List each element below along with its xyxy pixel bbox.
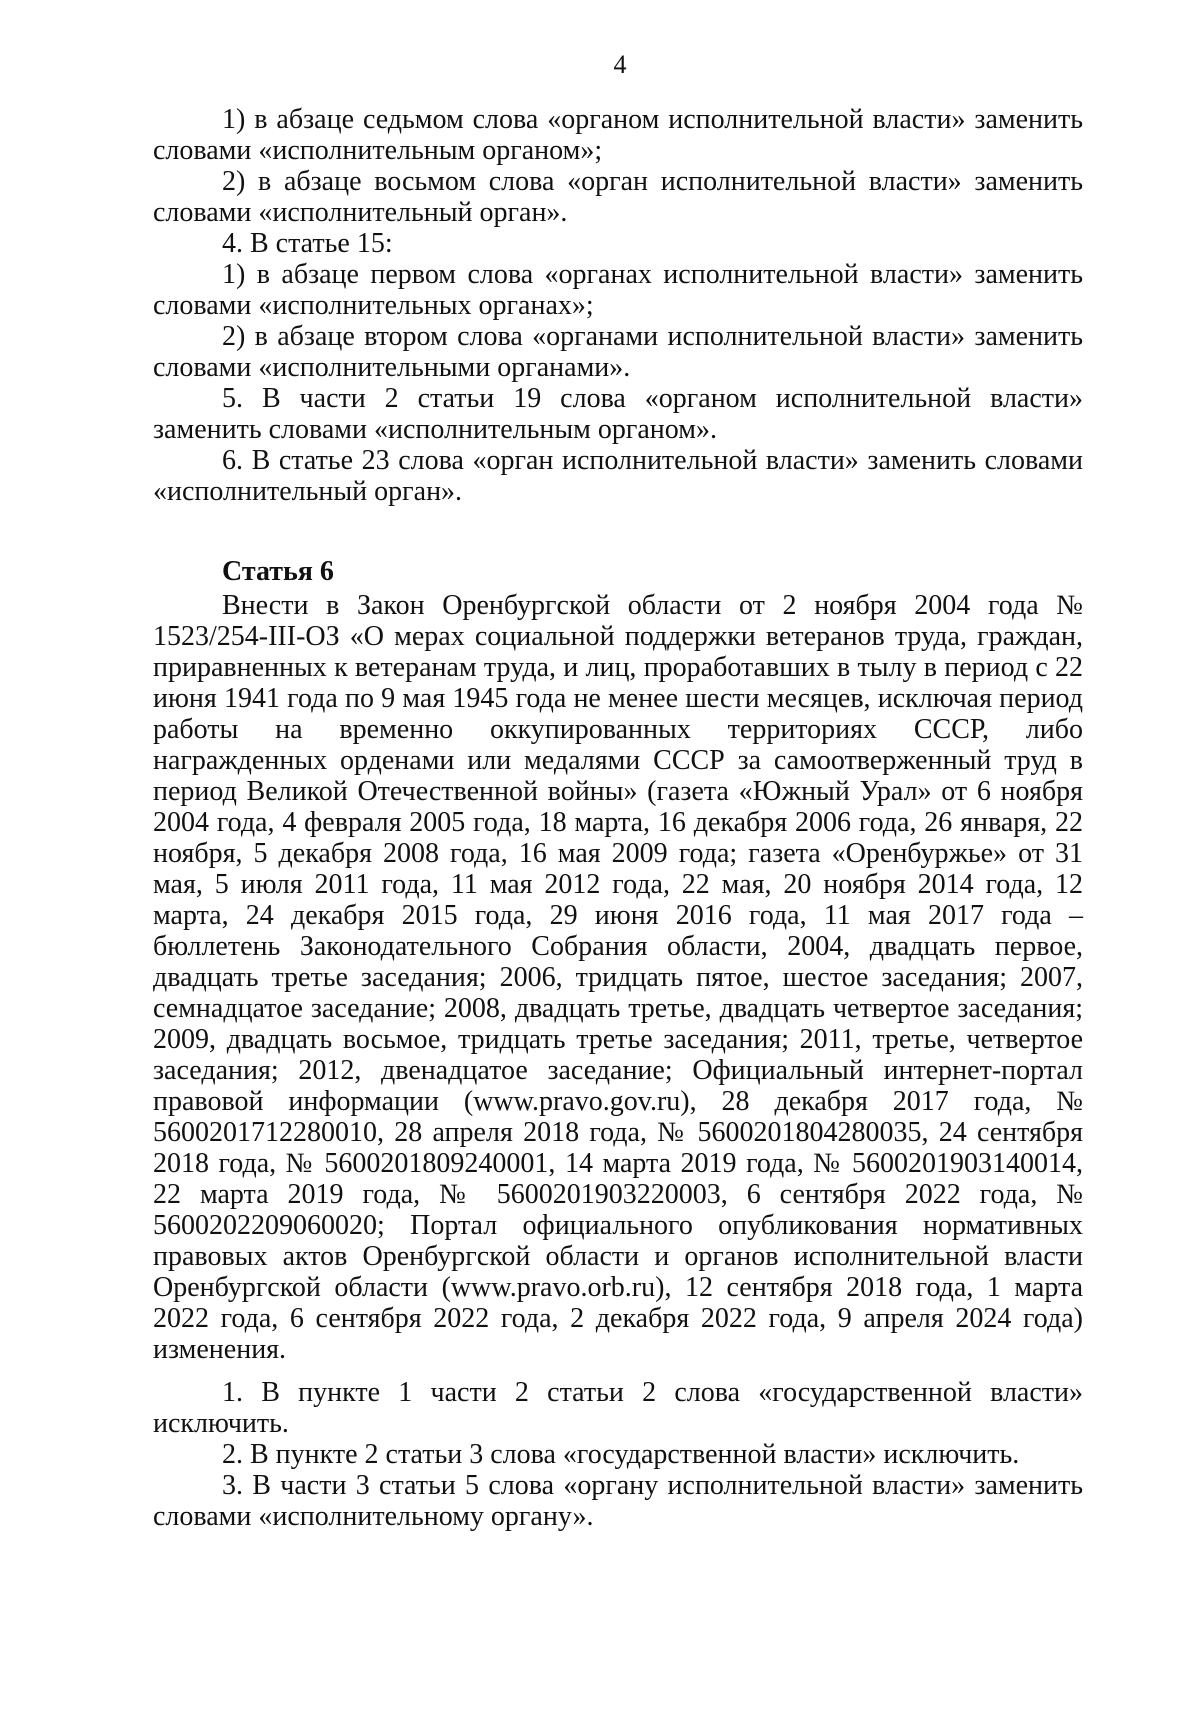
paragraph: Внести в Закон Оренбургской области от 2 ноября 2004 года № 1523/254-III-ОЗ «О мерах социальной поддержки ветеранов труда, граждан, приравненных к ветеранам труда, и лиц, проработавших в тылу в период с 22 июня 1941 года по 9 мая 1945 года не менее шести месяцев, исключая период работы на временно оккупированных территориях СССР, либо награжденных орденами или медалями СССР за самоотверженный труд в период Великой Отечественной войны» (газета «Южный Урал» от 6 ноября 2004 года, 4 февраля 2005 года, 18 марта, 16 декабря 2006 года, 26 января, 22 ноября, 5 декабря 2008 года, 16 мая 2009 года; газета «Оренбуржье» от 31 мая, 5 июля 2011 года, 11 мая 2012 года, 22 мая, 20 ноября 2014 года, 12 марта, 24 декабря 2015 года, 29 июня 2016 года, 11 мая 2017 года – бюллетень Законодательного Собрания области, 2004, двадцать первое, двадцать третье заседания; 2006, тридцать пятое, шестое заседания; 2007, семнадцатое заседание; 2008, двадцать третье, двадцать четвертое заседания; 2009, двадцать восьмое, тридцать третье заседания; 2011, третье, четвертое заседания; 2012, двенадцатое заседание; Официальный интернет-портал правовой информации (www.pravo.gov.ru), 28 декабря 2017 года, № 5600201712280010, 28 апреля 2018 года, № 5600201804280035, 24 сентября 2018 года, № 5600201809240001, 14 марта 2019 года, № 5600201903140014, 22 марта 2019 года, № 5600201903220003, 6 сентября 2022 года, № 5600202209060020; Портал официального опубликования нормативных правовых актов Оренбургской области и органов исполнительной власти Оренбургской области (www.pravo.orb.ru), 12 сентября 2018 года, 1 марта 2022 года, 6 сентября 2022 года, 2 декабря 2022 года, 9 апреля 2024 года) изменения. <box>153 590 1083 1365</box>
paragraph: 2. В пункте 2 статьи 3 слова «государственной власти» исключить. <box>222 1439 1020 1470</box>
article-intro <box>153 590 1083 1365</box>
paragraph: 6. В статье 23 слова «орган исполнительной власти» заменить словами «исполнительный орган». <box>153 445 1083 507</box>
page-number: 4 <box>613 50 627 79</box>
paragraph: 2) в абзаце восьмом слова «орган исполнительной власти» заменить словами «исполнительный орган». <box>153 166 1083 228</box>
paragraph: 5. В части 2 статьи 19 слова «органом исполнительной власти» заменить словами «исполнительным органом». <box>153 383 1083 445</box>
paragraph: 1. В пункте 1 части 2 статьи 2 слова «государственной власти» исключить. <box>153 1377 1083 1439</box>
article-title: Статья 6 <box>222 556 334 587</box>
amendments-continued <box>153 104 1083 507</box>
paragraph: 2) в абзаце втором слова «органами исполнительной власти» заменить словами «исполнительными органами». <box>153 321 1083 383</box>
paragraph: 1) в абзаце седьмом слова «органом исполнительной власти» заменить словами «исполнительным органом»; <box>153 104 1083 166</box>
article-items <box>153 1377 1083 1532</box>
paragraph: 1) в абзаце первом слова «органах исполнительной власти» заменить словами «исполнительных органах»; <box>153 259 1083 321</box>
paragraph: 3. В части 3 статьи 5 слова «органу исполнительной власти» заменить словами «исполнительному органу». <box>153 1470 1083 1532</box>
paragraph: 4. В статье 15: <box>222 228 393 259</box>
